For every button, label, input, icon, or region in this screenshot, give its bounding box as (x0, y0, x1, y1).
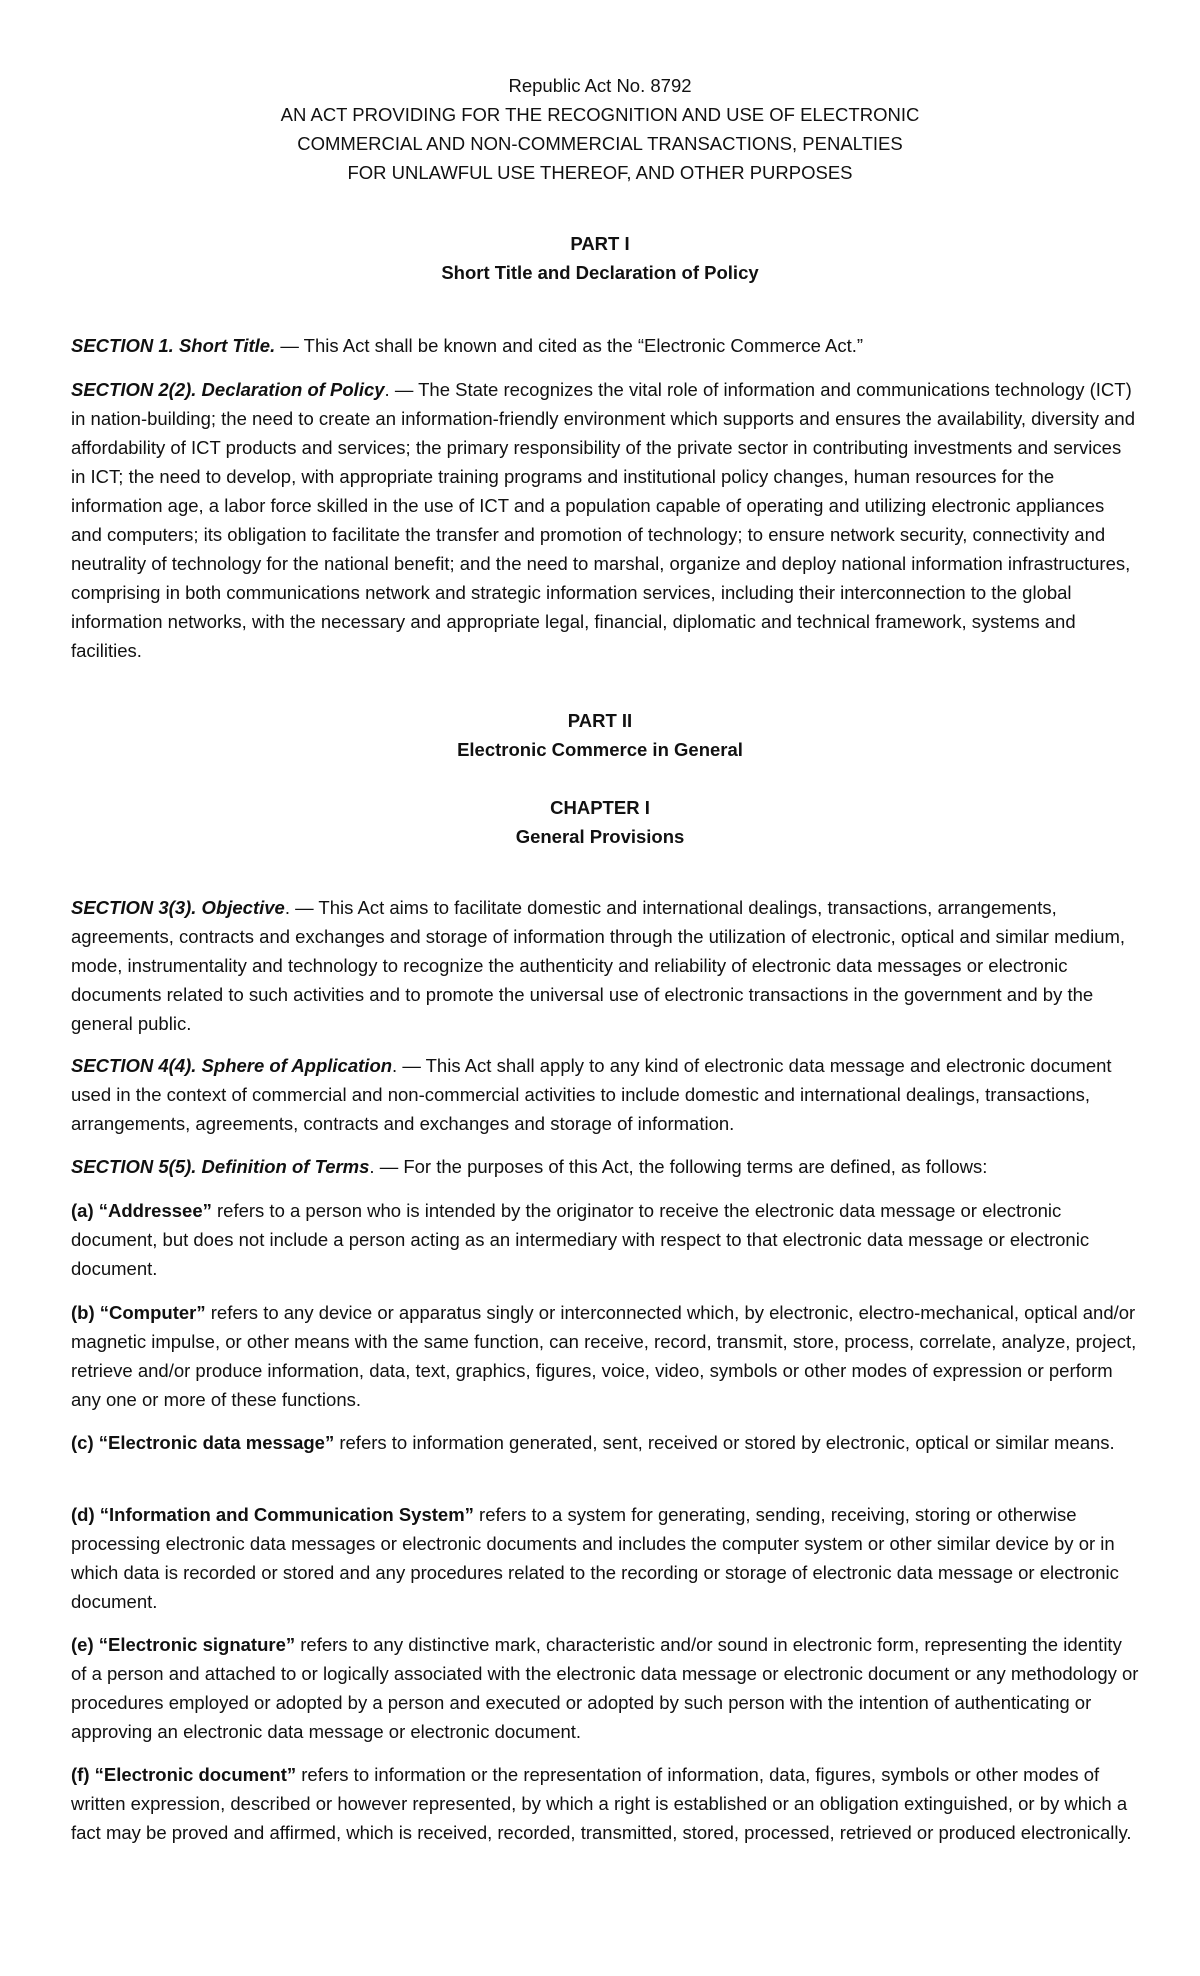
definition-f-text: refers to information or the representation of information, data, figures, symbols or other modes of written expression, described or however represented, by which a right is established or an obligation extinguished, or by which a fact may be proved and affirmed, which is received, recorded, transmitted, stored, processed, retrieved or produced electronically. (71, 1764, 1132, 1843)
definition-c-text: refers to information generated, sent, received or stored by electronic, optical or similar means. (334, 1432, 1115, 1453)
definition-b-term: (b) “Computer” (71, 1302, 206, 1323)
act-title-line-2: COMMERCIAL AND NON-COMMERCIAL TRANSACTIONS, PENALTIES (297, 133, 903, 154)
definition-e-term: (e) “Electronic signature” (71, 1634, 296, 1655)
section-1-text: — This Act shall be known and cited as the “Electronic Commerce Act.” (275, 335, 864, 356)
chapter-1-heading (0, 793, 1200, 851)
definition-a-term: (a) “Addressee” (71, 1200, 212, 1221)
section-1-lead: SECTION 1. Short Title. (71, 335, 276, 356)
definition-d-term: (d) “Information and Communication System” (71, 1504, 474, 1525)
part-2-label: PART II (567, 710, 633, 731)
definition-c-term: (c) “Electronic data message” (71, 1432, 335, 1453)
part-1-title: Short Title and Declaration of Policy (441, 262, 759, 283)
definition-c (71, 1428, 1139, 1457)
definition-b (71, 1298, 1139, 1414)
part-2-heading (0, 706, 1200, 764)
act-title-line-3: FOR UNLAWFUL USE THEREOF, AND OTHER PURPOSES (347, 162, 853, 183)
part-1-heading (0, 229, 1200, 287)
definition-e (71, 1630, 1139, 1746)
definition-a (71, 1196, 1139, 1283)
section-5-text: . — For the purposes of this Act, the following terms are defined, as follows: (369, 1156, 988, 1177)
chapter-1-title: General Provisions (515, 826, 685, 847)
section-4 (71, 1051, 1139, 1138)
definition-b-text: refers to any device or apparatus singly or interconnected which, by electronic, electro-mechanical, optical and/or magnetic impulse, or other means with the same function, can receive, record, transmit, store, process, correlate, analyze, project, retrieve and/or produce information, data, text, graphics, figures, voice, video, symbols or other modes of expression or perform any one or more of these functions. (71, 1302, 1137, 1410)
section-3 (71, 893, 1139, 1038)
section-5-lead: SECTION 5(5). Definition of Terms (71, 1156, 370, 1177)
definition-d (71, 1500, 1139, 1616)
act-title-line-1: AN ACT PROVIDING FOR THE RECOGNITION AND USE OF ELECTRONIC (280, 104, 920, 125)
definition-f-term: (f) “Electronic document” (71, 1764, 297, 1785)
definition-d-text: refers to a system for generating, sending, receiving, storing or otherwise processing electronic data messages or electronic documents and includes the computer system or other similar device by or in which data is recorded or stored and any procedures related to the recording or storage of electronic data message or electronic document. (71, 1504, 1119, 1612)
section-2 (71, 375, 1139, 665)
section-3-lead: SECTION 3(3). Objective (71, 897, 285, 918)
section-4-text: . — This Act shall apply to any kind of electronic data message and electronic document used in the context of commercial and non-commercial activities to include domestic and international dealings, transactions, arrangements, agreements, contracts and exchanges and storage of information. (71, 1055, 1112, 1134)
section-5 (71, 1152, 1139, 1181)
section-1 (71, 331, 1139, 360)
chapter-1-label: CHAPTER I (550, 797, 650, 818)
definition-a-text: refers to a person who is intended by the originator to receive the electronic data message or electronic document, but does not include a person acting as an intermediary with respect to that electronic data message or electronic document. (71, 1200, 1090, 1279)
section-2-lead: SECTION 2(2). Declaration of Policy (71, 379, 385, 400)
act-number: Republic Act No. 8792 (508, 75, 692, 96)
part-1-label: PART I (570, 233, 630, 254)
definition-f (71, 1760, 1139, 1847)
act-title-block (0, 71, 1200, 187)
definition-e-text: refers to any distinctive mark, characteristic and/or sound in electronic form, representing the identity of a person and attached to or logically associated with the electronic data message or electronic document or any methodology or procedures employed or adopted by a person and executed or adopted by such person with the intention of authenticating or approving an electronic data message or electronic document. (71, 1634, 1139, 1742)
part-2-title: Electronic Commerce in General (457, 739, 743, 760)
section-4-lead: SECTION 4(4). Sphere of Application (71, 1055, 393, 1076)
section-3-text: . — This Act aims to facilitate domestic and international dealings, transactions, arrangements, agreements, contracts and exchanges and storage of information through the utilization of electronic, optical and similar medium, mode, instrumentality and technology to recognize the authenticity and reliability of electronic data messages or electronic documents related to such activities and to promote the universal use of electronic transactions in the government and by the general public. (71, 897, 1126, 1034)
section-2-text: . — The State recognizes the vital role of information and communications technology (ICT) in nation-building; the need to create an information-friendly environment which supports and ensures the availability, diversity and affordability of ICT products and services; the primary responsibility of the private sector in contributing investments and services in ICT; the need to develop, with appropriate training programs and institutional policy changes, human resources for the information age, a labor force skilled in the use of ICT and a population capable of operating and utilizing electronic appliances and computers; its obligation to facilitate the transfer and promotion of technology; to ensure network security, connectivity and neutrality of technology for the national benefit; and the need to marshal, organize and deploy national information infrastructures, comprising in both communications network and strategic information services, including their interconnection to the global information networks, with the necessary and appropriate legal, financial, diplomatic and technical framework, systems and facilities. (71, 379, 1136, 661)
